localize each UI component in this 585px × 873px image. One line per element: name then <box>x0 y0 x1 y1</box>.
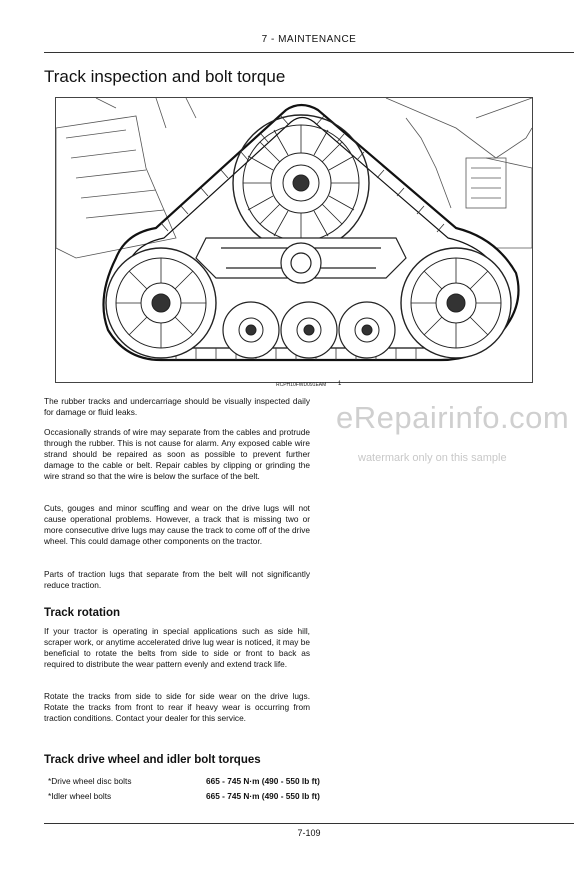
body-paragraph: The rubber tracks and undercarriage should be visually inspected daily for damage or fluid leaks. <box>44 396 310 417</box>
section-header: 7 - MAINTENANCE <box>261 34 357 45</box>
body-paragraph: Cuts, gouges and minor scuffing and wear on the drive lugs will not cause operational problems. However, a track that is missing two or more consecutive drive lugs may cause the track to come off of the drive wheel. This could damage other components on the tractor. <box>44 503 310 546</box>
footer-divider <box>44 823 574 824</box>
front-idler-wheel <box>106 248 216 358</box>
page-title: Track inspection and bolt torque <box>44 67 286 86</box>
torque-value: 665 - 745 N·m (490 - 550 lb ft) <box>206 791 320 801</box>
track-undercarriage-illustration <box>55 97 533 383</box>
figure-number: 1 <box>338 381 342 387</box>
mid-rollers <box>223 302 395 358</box>
header-divider <box>44 52 574 53</box>
torque-label: *Idler wheel bolts <box>48 791 112 801</box>
tractor-body-outline <box>56 98 532 258</box>
torque-label: *Drive wheel disc bolts <box>48 776 132 786</box>
rear-idler-wheel <box>401 248 511 358</box>
rotation-paragraph: Rotate the tracks from side to side for side wear on the drive lugs. Rotate the tracks from front to rear if heavy wear is occurring from traction conditions. Contact your dealer for this service. <box>44 691 310 723</box>
section-heading-torques: Track drive wheel and idler bolt torques <box>44 754 261 766</box>
page-number: 7-109 <box>297 828 321 838</box>
undercarriage-frame <box>196 238 406 283</box>
torque-value: 665 - 745 N·m (490 - 550 lb ft) <box>206 776 320 786</box>
body-paragraph: Parts of traction lugs that separate from the belt will not significantly reduce traction. <box>44 569 310 590</box>
body-paragraph: Occasionally strands of wire may separate from the cables and protrude through the rubber. This is not cause for alarm. Any exposed cable wire strand should be repaired as soon as possible to prevent further damage to the cable or belt. Repair cables by clipping or grinding the wire strand so that the wire is below the surface of the belt. <box>44 427 310 481</box>
section-heading-rotation: Track rotation <box>44 607 121 619</box>
figure-caption-code: RCPH10FWD091EAM <box>276 382 327 388</box>
watermark-main: eRepairinfo.com <box>336 400 570 435</box>
watermark-sub: watermark only on this sample <box>358 452 507 464</box>
rotation-paragraph: If your tractor is operating in special applications such as side hill, scraper work, or anytime accelerated drive lug wear is noticed, it may be beneficial to rotate the belts from side to side or front to back as required to distribute the wear pattern evenly and extend track life. <box>44 626 310 669</box>
drive-wheel <box>233 115 369 251</box>
